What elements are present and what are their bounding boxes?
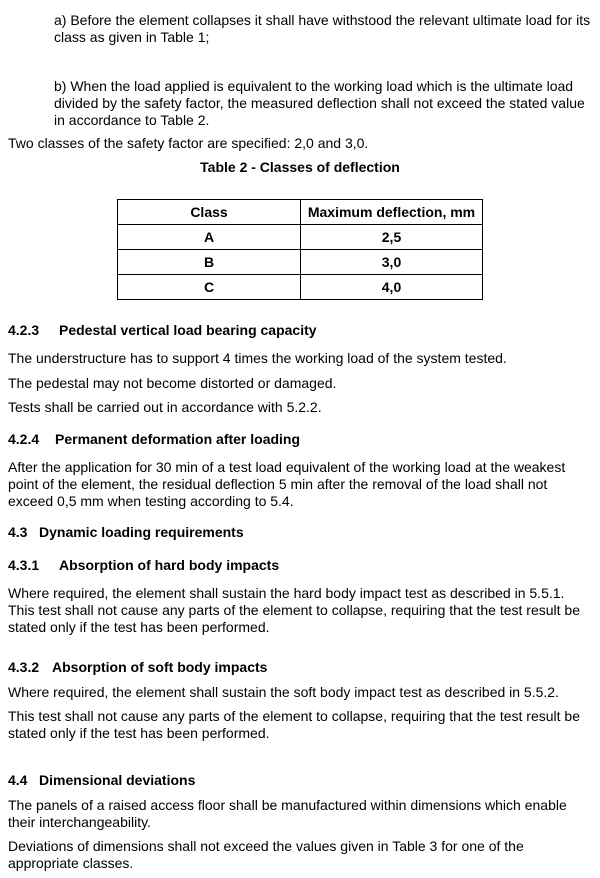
heading-4-4 (8, 772, 594, 789)
paragraph-4-2-3-3: Tests shall be carried out in accordance with 5.2.2. (8, 399, 322, 415)
heading-title: Permanent deformation after loading (55, 431, 301, 447)
table-cell-class: C (118, 275, 301, 300)
heading-4-2-3 (8, 322, 594, 339)
paragraph-4-2-3-2: The pedestal may not become distorted or damaged. (8, 375, 337, 391)
heading-4-2-4 (8, 431, 594, 448)
deflection-classes-table (117, 199, 483, 300)
table-cell-deflection: 4,0 (301, 275, 483, 300)
heading-title: Dynamic loading requirements (39, 524, 244, 540)
table-cell-deflection: 2,5 (301, 225, 483, 250)
heading-title: Pedestal vertical load bearing capacity (59, 322, 317, 338)
heading-number: 4.3.1 (8, 557, 40, 573)
paragraph-4-2-4-1: After the application for 30 min of a test load equivalent of the working load at the weakest point of the element, the residual deflection 5 min after the removal of the load shall not exceed 0,5 mm when testing according to 5.4. (8, 459, 566, 509)
heading-4-3-2 (8, 659, 594, 676)
table-cell-class: A (118, 225, 301, 250)
table-row (118, 250, 483, 275)
heading-title: Absorption of soft body impacts (52, 659, 268, 675)
heading-number: 4.3 (8, 524, 28, 540)
paragraph-4-3-2-2: This test shall not cause any parts of the element to collapse, requiring that the test result be stated only if the test has been performed. (8, 708, 580, 741)
heading-4-3-1 (8, 557, 594, 574)
table-cell-deflection: 3,0 (301, 250, 483, 275)
heading-4-3 (8, 524, 594, 541)
heading-title: Absorption of hard body impacts (59, 557, 280, 573)
item-b-text: b) When the load applied is equivalent to the working load which is the ultimate load divided by the safety factor, the measured deflection shall not exceed the stated value in accordance to Table 2. (54, 78, 585, 128)
table-header-class: Class (118, 200, 301, 225)
paragraph-4-4-1: The panels of a raised access floor shall be manufactured within dimensions which enable their interchangeability. (8, 797, 567, 830)
paragraph-4-2-3-1: The understructure has to support 4 times the working load of the system tested. (8, 350, 507, 366)
table-cell-class: B (118, 250, 301, 275)
heading-number: 4.2.4 (8, 431, 40, 447)
paragraph-4-3-1-1: Where required, the element shall sustain the hard body impact test as described in 5.5.1. This test shall not cause any parts of the element to collapse, requiring that the test result be stated only if the test has been performed. (8, 585, 580, 635)
table-header-max-deflection: Maximum deflection, mm (301, 200, 483, 225)
heading-number: 4.3.2 (8, 659, 40, 675)
table2-caption: Table 2 - Classes of deflection (200, 159, 400, 175)
item-a-text: a) Before the element collapses it shall have withstood the relevant ultimate load for its class as given in Table 1; (54, 12, 591, 45)
table-row (118, 275, 483, 300)
paragraph-4-3-2-1: Where required, the element shall sustain the soft body impact test as described in 5.5.2. (8, 684, 559, 700)
safety-factor-text: Two classes of the safety factor are specified: 2,0 and 3,0. (8, 135, 369, 151)
heading-number: 4.2.3 (8, 322, 40, 338)
heading-number: 4.4 (8, 772, 28, 788)
table-row (118, 225, 483, 250)
paragraph-4-4-2: Deviations of dimensions shall not exceed the values given in Table 3 for one of the appropriate classes. (8, 838, 524, 871)
table-header-row (118, 200, 483, 225)
heading-title: Dimensional deviations (39, 772, 196, 788)
